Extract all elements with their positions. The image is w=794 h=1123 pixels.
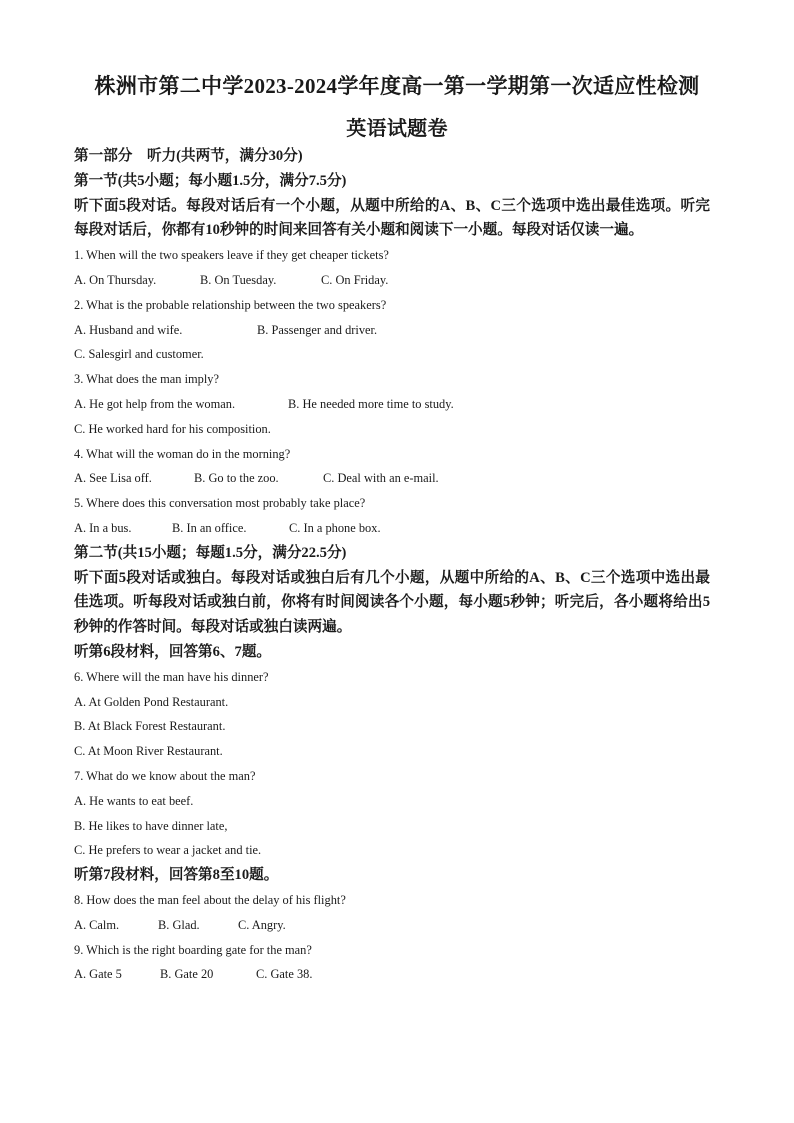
option-c: C. In a phone box. xyxy=(289,520,381,535)
option-a: A. He got help from the woman. xyxy=(74,396,236,411)
exam-content xyxy=(74,144,724,987)
page-subtitle: 英语试题卷 xyxy=(346,118,448,140)
section1-heading: 第一节(共5小题；每小题1.5分，满分7.5分) xyxy=(74,172,347,189)
option-b: B. He likes to have dinner late, xyxy=(74,818,228,833)
question-stem: 4. What will the woman do in the morning? xyxy=(74,446,291,461)
option-a: A. Husband and wife. xyxy=(74,322,183,337)
option-b: B. At Black Forest Restaurant. xyxy=(74,719,226,734)
question-options xyxy=(74,913,724,938)
option-a: A. In a bus. xyxy=(74,520,132,535)
option-b: B. On Tuesday. xyxy=(200,272,277,287)
part1-heading: 第一部分 听力(共两节，满分30分) xyxy=(74,148,303,164)
section2-instructions: 听下面5段对话或独白。每段对话或独白后有几个小题，从题中所给的A、B、C三个选项中选出最佳选项。听每段对话或独白前，你将有时间阅读各个小题，每小题5秒钟；听完后，各小题将给出5秒钟的作答时间。每段对话或独白读两遍。 xyxy=(74,569,710,636)
question-stem: 9. Which is the right boarding gate for the man? xyxy=(74,942,312,957)
option-b: B. Passenger and driver. xyxy=(257,322,378,337)
option-b: B. Gate 20 xyxy=(160,967,214,982)
question-options xyxy=(74,466,724,491)
option-a: A. Calm. xyxy=(74,917,120,932)
option-b: B. Glad. xyxy=(158,917,200,932)
question-options xyxy=(74,318,724,343)
section1-instructions: 听下面5段对话。每段对话后有一个小题，从题中所给的A、B、C三个选项中选出最佳选项。听完每段对话后，你都有10秒钟的时间来回答有关小题和阅读下一小题。每段对话仅读一遍。 xyxy=(74,197,710,239)
option-c: C. At Moon River Restaurant. xyxy=(74,744,223,759)
section2-heading: 第二节(共15小题；每题1.5分，满分22.5分) xyxy=(74,544,347,561)
option-c: C. Gate 38. xyxy=(256,967,313,982)
option-c: C. He prefers to wear a jacket and tie. xyxy=(74,843,262,858)
question-options xyxy=(74,516,724,541)
question-stem: 7. What do we know about the man? xyxy=(74,768,256,783)
question-options xyxy=(74,392,724,417)
question-stem: 2. What is the probable relationship between the two speakers? xyxy=(74,297,387,312)
question-options xyxy=(74,268,724,293)
option-c: C. Salesgirl and customer. xyxy=(74,347,204,362)
option-b: B. Go to the zoo. xyxy=(194,471,279,486)
question-stem: 5. Where does this conversation most probably take place? xyxy=(74,496,366,511)
option-a: A. Gate 5 xyxy=(74,967,122,982)
option-c: C. He worked hard for his composition. xyxy=(74,421,271,436)
option-b: B. In an office. xyxy=(172,520,247,535)
page-title: 株洲市第二中学2023-2024学年度高一第一学期第一次适应性检测 xyxy=(94,74,700,98)
option-a: A. On Thursday. xyxy=(74,272,157,287)
material-heading: 听第6段材料，回答第6、7题。 xyxy=(74,643,272,660)
option-b: B. He needed more time to study. xyxy=(288,396,454,411)
option-a: A. See Lisa off. xyxy=(74,471,152,486)
question-stem: 8. How does the man feel about the delay of his flight? xyxy=(74,892,346,907)
material-heading: 听第7段材料，回答第8至10题。 xyxy=(74,867,279,884)
option-a: A. He wants to eat beef. xyxy=(74,793,194,808)
option-a: A. At Golden Pond Restaurant. xyxy=(74,694,229,709)
question-stem: 3. What does the man imply? xyxy=(74,372,219,387)
question-options xyxy=(74,962,724,987)
question-stem: 1. When will the two speakers leave if they get cheaper tickets? xyxy=(74,248,389,263)
question-stem: 6. Where will the man have his dinner? xyxy=(74,669,269,684)
option-c: C. Angry. xyxy=(238,917,286,932)
option-c: C. Deal with an e-mail. xyxy=(323,471,439,486)
option-c: C. On Friday. xyxy=(321,272,389,287)
